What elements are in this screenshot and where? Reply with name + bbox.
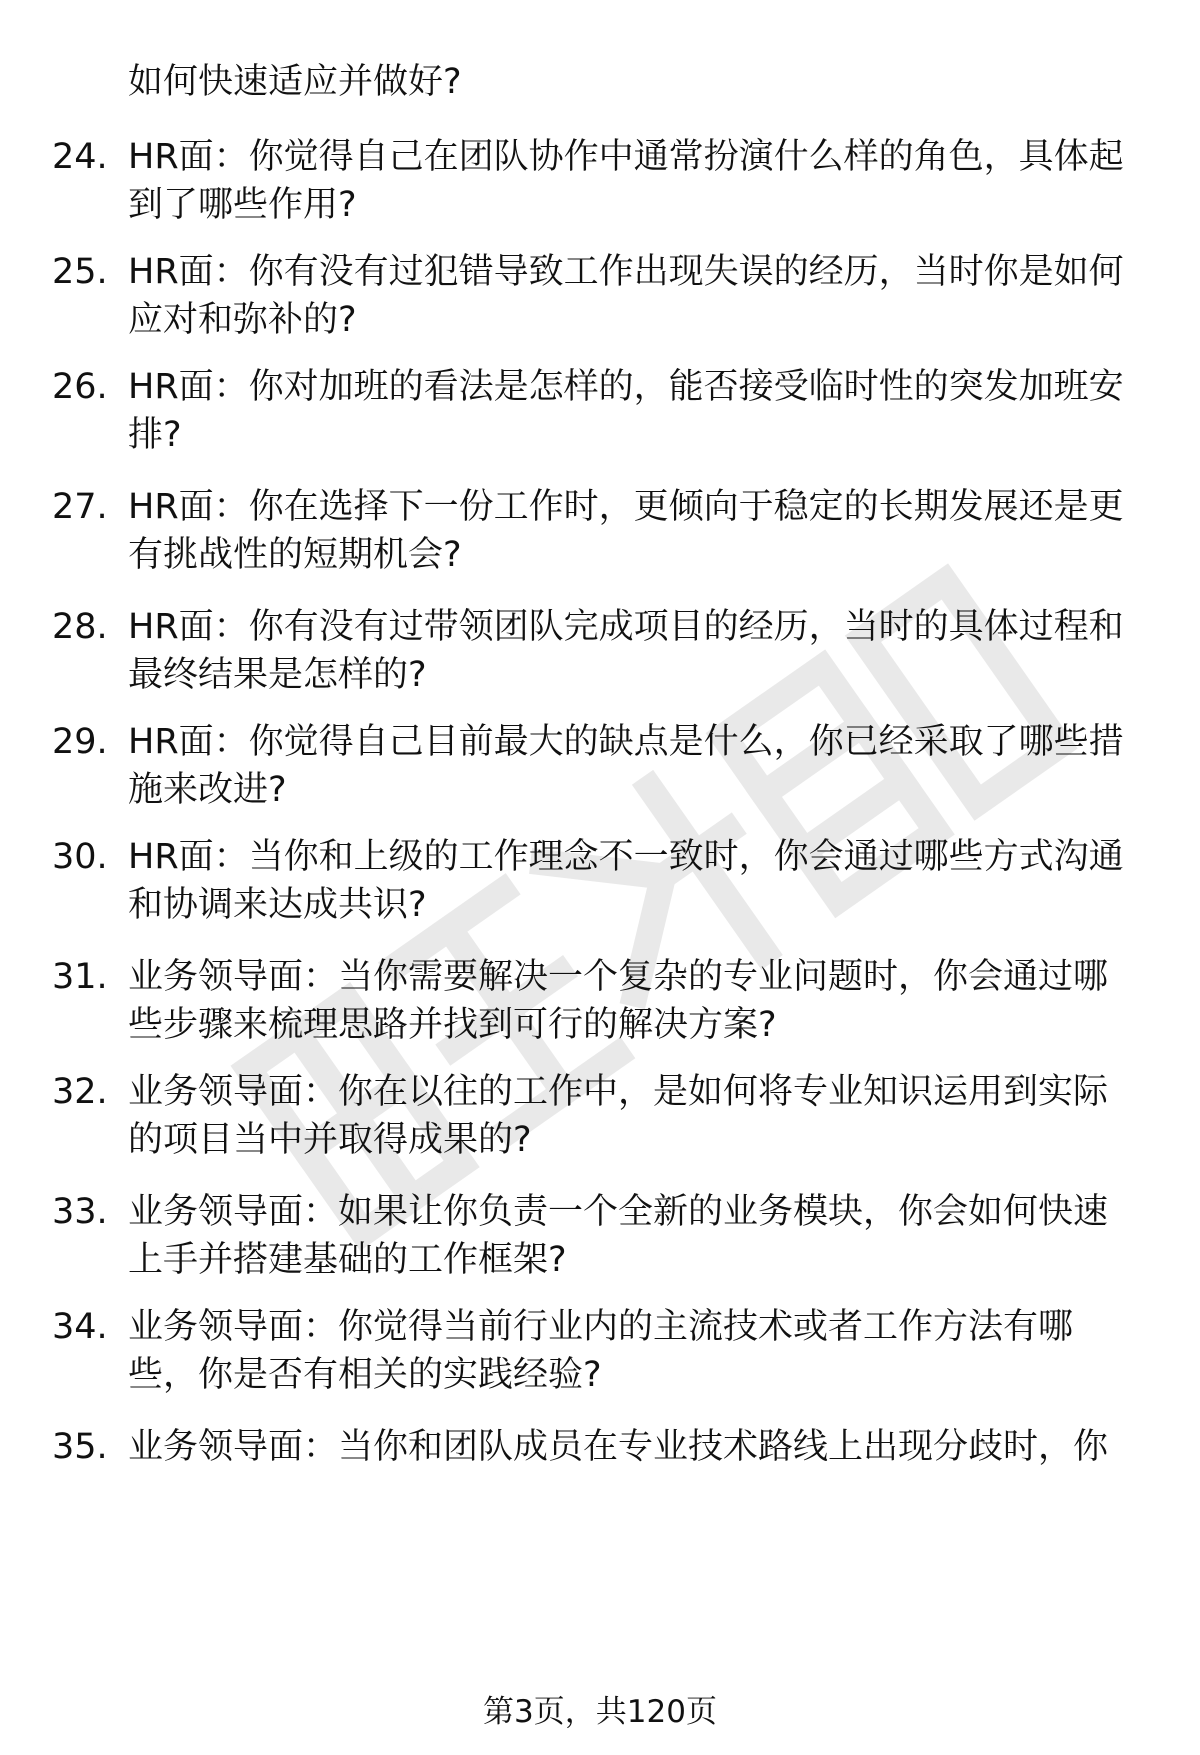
question-number: 28. (52, 607, 108, 647)
question-number: 27. (52, 487, 108, 527)
question-text: 业务领导面：当你需要解决一个复杂的专业问题时，你会通过哪 些步骤来梳理思路并找到可行的解决方案? (128, 957, 1109, 1045)
list-item (0, 718, 1200, 818)
list-item (0, 483, 1200, 583)
question-text: HR面：你觉得自己目前最大的缺点是什么，你已经采取了哪些措 施来改进? (128, 722, 1124, 810)
question-number: 30. (52, 837, 108, 877)
question-number: 29. (52, 722, 108, 762)
question-number: 34. (52, 1307, 108, 1347)
continuation-line: 如何快速适应并做好? (128, 62, 462, 102)
question-text: 业务领导面：你觉得当前行业内的主流技术或者工作方法有哪 些，你是否有相关的实践经验? (128, 1307, 1074, 1395)
question-number: 24. (52, 137, 108, 177)
question-text: HR面：你有没有过犯错导致工作出现失误的经历，当时你是如何 应对和弥补的? (128, 252, 1124, 340)
list-item (0, 603, 1200, 703)
question-text: HR面：你有没有过带领团队完成项目的经历，当时的具体过程和 最终结果是怎样的? (128, 607, 1124, 695)
list-item (0, 133, 1200, 233)
list-item (0, 1068, 1200, 1168)
list-item (0, 248, 1200, 348)
question-number: 31. (52, 957, 108, 997)
question-text: 业务领导面：如果让你负责一个全新的业务模块，你会如何快速 上手并搭建基础的工作框架? (128, 1192, 1109, 1280)
list-item (0, 953, 1200, 1053)
question-text: HR面：你在选择下一份工作时，更倾向于稳定的长期发展还是更 有挑战性的短期机会? (128, 487, 1124, 575)
list-item (0, 1188, 1200, 1288)
question-number: 25. (52, 252, 108, 292)
list-item (0, 1303, 1200, 1403)
question-text: 业务领导面：当你和团队成员在专业技术路线上出现分歧时，你 (128, 1427, 1109, 1467)
question-number: 32. (52, 1072, 108, 1112)
question-number: 33. (52, 1192, 108, 1232)
question-text: HR面：当你和上级的工作理念不一致时，你会通过哪些方式沟通 和协调来达成共识? (128, 837, 1124, 925)
page-footer: 第3页，共120页 (483, 1694, 717, 1730)
list-item (0, 1423, 1200, 1523)
question-text: 业务领导面：你在以往的工作中，是如何将专业知识运用到实际 的项目当中并取得成果的? (128, 1072, 1109, 1160)
question-text: HR面：你觉得自己在团队协作中通常扮演什么样的角色，具体起 到了哪些作用? (128, 137, 1124, 225)
question-number: 35. (52, 1427, 108, 1467)
question-text: HR面：你对加班的看法是怎样的，能否接受临时性的突发加班安 排? (128, 367, 1124, 455)
list-item (0, 833, 1200, 933)
question-number: 26. (52, 367, 108, 407)
list-item (0, 363, 1200, 463)
